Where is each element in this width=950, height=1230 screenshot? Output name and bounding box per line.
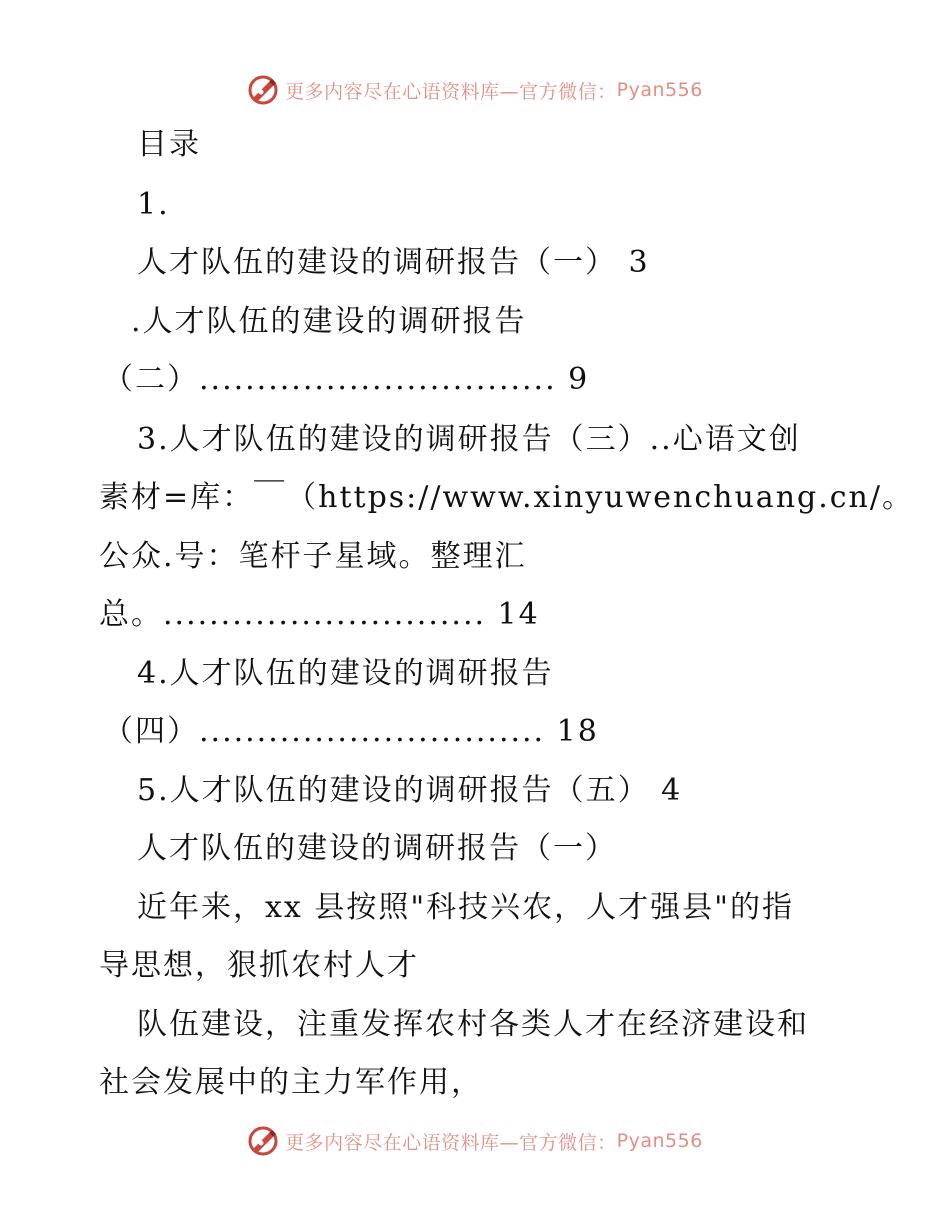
toc-item-4-leader: （四）.............................. 18 [103,714,599,749]
banner-text: 更多内容尽在心语资料库—官方微信： [285,80,617,103]
toc-heading: 目录 [137,127,201,162]
banner-wechat-id: Pyan556 [616,79,703,101]
toc-item-3-title: 3.人才队伍的建设的调研报告（三）..心语文创 [137,422,801,457]
body-paragraph-line-3: 队伍建设，注重发挥农村各类人才在经济建设和 [137,1007,809,1042]
toc-item-5-title: 5.人才队伍的建设的调研报告（五） 4 [137,773,683,808]
toc-item-3-continued: 素材=库：￣（https://www.xinyuwenchuang.cn/。 [99,480,914,515]
toc-item-3-leader: 总。............................ 14 [99,597,540,632]
toc-item-1-number: 1. [137,187,170,222]
section-heading: 人才队伍的建设的调研报告（一） [137,831,617,866]
pen-logo-icon [247,1125,279,1157]
pen-logo-icon [247,74,279,106]
toc-item-4-title: 4.人才队伍的建设的调研报告 [137,656,554,691]
watermark-banner-bottom [0,1121,950,1161]
body-paragraph-line-4: 社会发展中的主力军作用， [99,1065,483,1100]
toc-item-2-title: .人才队伍的建设的调研报告 [131,304,527,339]
body-paragraph-line-2: 导思想，狠抓农村人才 [99,948,419,983]
watermark-banner-top [0,70,950,110]
banner-wechat-id: Pyan556 [616,1130,703,1152]
toc-item-1-title: 人才队伍的建设的调研报告（一） 3 [137,245,650,280]
body-paragraph-line-1: 近年来，xx 县按照"科技兴农，人才强县"的指 [137,890,794,925]
banner-text: 更多内容尽在心语资料库—官方微信： [285,1131,617,1154]
toc-item-2-leader: （二）............................... 9 [103,362,590,397]
toc-item-3-continued-2: 公众.号：笔杆子星域。整理汇 [99,539,527,574]
